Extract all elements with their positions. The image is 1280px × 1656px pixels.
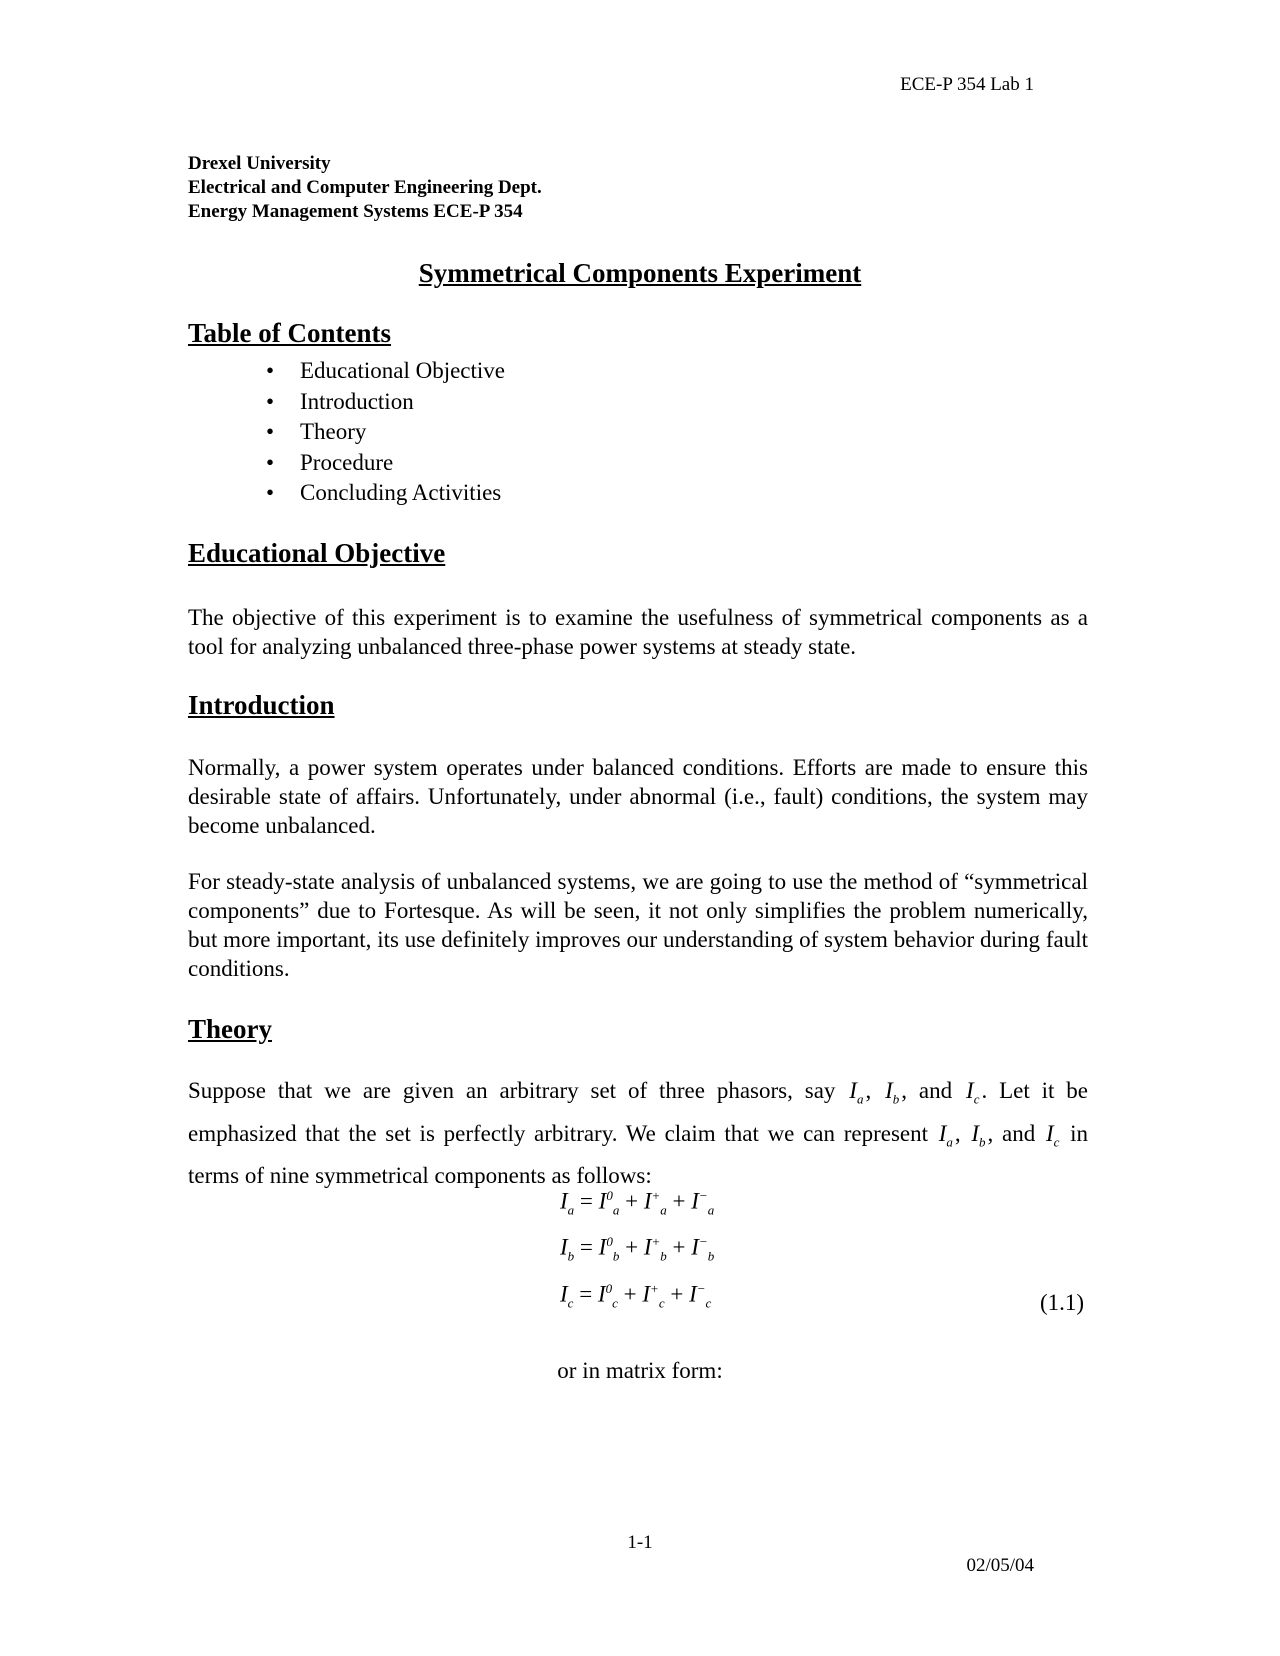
phasor-ic: $I_c$ xyxy=(966,1078,980,1107)
toc-item: • Concluding Activities xyxy=(262,478,505,509)
introduction-heading: Introduction xyxy=(188,690,335,720)
page-number: 1-1 xyxy=(627,1532,653,1553)
toc-heading: Table of Contents xyxy=(188,318,392,348)
university-name: Drexel University xyxy=(188,153,331,174)
introduction-paragraph-1: Normally, a power system operates under balanced conditions. Efforts are made to ensure this desirable state of affairs. Unfortunately, under abnormal (i.e., fault) conditions, the system may become unbalanced. xyxy=(188,755,1088,838)
toc-list xyxy=(262,356,505,509)
equation-ib: $I_b = I^0_b + I^+_b + I^-_b$ xyxy=(560,1234,715,1264)
equation-number: (1.1) xyxy=(1040,1290,1085,1315)
phasor-ic: $I_c$ xyxy=(1045,1120,1060,1150)
toc-item: • Educational Objective xyxy=(262,356,505,387)
department-name: Electrical and Computer Engineering Dept. xyxy=(188,177,542,198)
equation-ia: $I_a = I^0_a + I^+_a + I^-_a$ xyxy=(560,1188,715,1218)
toc-item: • Procedure xyxy=(262,448,505,479)
footer-date: 02/05/04 xyxy=(966,1555,1034,1576)
phasor-ib: $I_b$ xyxy=(971,1120,986,1150)
matrix-form-intro: or in matrix form: xyxy=(557,1358,723,1383)
toc-item: • Theory xyxy=(262,417,505,448)
phasor-ia: $I_a$ xyxy=(849,1078,864,1107)
introduction-paragraph-2: For steady-state analysis of unbalanced systems, we are going to use the method of “symmetrical components” due to Fortesque. As will be seen, it not only simplifies the problem numerically, but more important, its use definitely improves our understanding of system behavior during fault conditions. xyxy=(188,869,1088,981)
document-title: Symmetrical Components Experiment xyxy=(418,258,862,288)
toc-item: • Introduction xyxy=(262,387,505,418)
objective-paragraph: The objective of this experiment is to examine the usefulness of symmetrical components as a tool for analyzing unbalanced three-phase power systems at steady state. xyxy=(188,605,1088,659)
theory-heading: Theory xyxy=(188,1014,272,1044)
objective-heading: Educational Objective xyxy=(188,538,446,568)
header-course-lab: ECE-P 354 Lab 1 xyxy=(900,74,1034,95)
equation-ic: $I_c = I^0_c + I^+_c + I^-_c$ xyxy=(560,1281,712,1311)
affiliation-block xyxy=(188,152,542,224)
course-name: Energy Management Systems ECE-P 354 xyxy=(188,201,523,222)
phasor-ib: $I_b$ xyxy=(885,1078,900,1107)
theory-paragraph: Suppose that we are given an arbitrary set of three phasors, say $I_a$, $I_b$, and $I_c$. Let it be emphasized that the set is perfectly arbitrary. We claim that we can represent $I_a$, $I_b$, and $I_c$ in terms of nine symmetrical components as follows: xyxy=(188,1078,1089,1189)
phasor-ia: $I_a$ xyxy=(938,1120,953,1150)
